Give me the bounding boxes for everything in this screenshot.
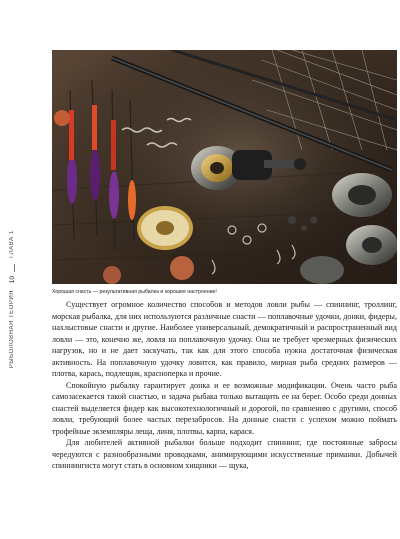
side-margin [8, 180, 22, 369]
paragraph: Существует огромное количество способов и методов ловли рыбы — спиннинг, троллинг, морская рыбалка, для них используются различные снасти — поплавочные удочки, донки, фидеры, нахлыстовые снасти и другие. Наиболее универсальный, демократичный и распространенный вид ловли — это, конечно же, ловля на поплавочную удочку. Она не требует чрезмерных физических нагрузок, но и не дает заскучать, так как для этого способа нужна достаточная физическая активность. На поплавочную удочку ловится, как правило, мирная рыба средних размеров — плотва, карась, подлещик, красноперка и прочие. [52, 300, 397, 378]
body-text [52, 299, 397, 472]
paragraph: Для любителей активной рыбалки больше подходит спиннинг, где постоянные забросы чередуются с разнообразными проводками, анимирующими искусственные приманки. Добычей спиннингиста могут стать в основном хищники — щука, [52, 438, 397, 470]
page-number: 10 [9, 276, 16, 284]
photo-caption: Хорошая снасть — результативная рыбалка и хорошее настроение! [52, 289, 217, 295]
paragraph: Спокойную рыбалку гарантирует донка и ее возможные модификации. Очень часто рыба самозасекается такой снастью, и задача рыбака только вытащить ее на берег. Особо среди донных снастей выделяется фидер как высокотехнологичный и дорогой, по сравнению с другими, способ ловли, требующий более частых перезабросов. На донные снасти с успехом можно поймать трофейные экземпляры леща, линя, плотвы, карпа, карася. [52, 380, 397, 436]
side-divider [14, 264, 15, 272]
fishing-tackle-photo [52, 50, 397, 284]
chapter-label: ГЛАВА 1 [9, 230, 15, 258]
section-title: РЫБОЛОВНАЯ ТЕОРИЯ [9, 290, 15, 369]
